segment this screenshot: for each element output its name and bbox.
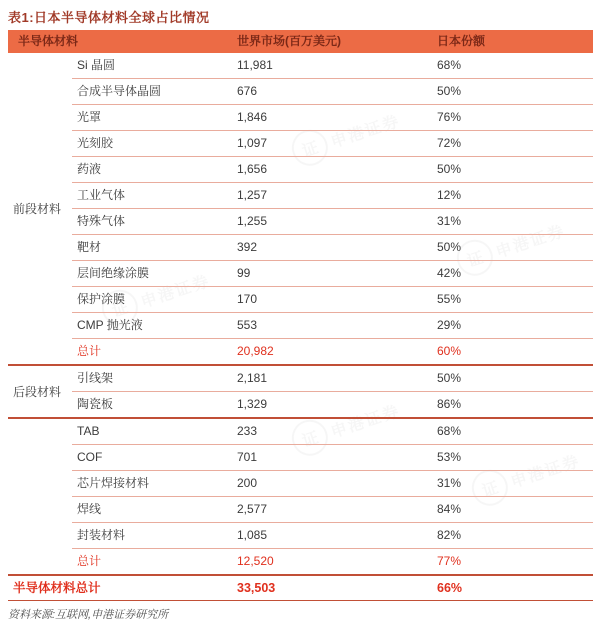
market-value: 170 <box>237 292 258 306</box>
watermark: 证 申港证券 <box>97 262 215 331</box>
material-name: COF <box>77 450 103 464</box>
table-row <box>72 209 593 235</box>
table-row <box>72 497 593 523</box>
material-name: 封装材料 <box>77 528 126 542</box>
japan-share: 86% <box>437 397 462 411</box>
header-japan-share: 日本份额 <box>437 34 486 48</box>
table-row <box>72 392 593 417</box>
watermark-seal-icon: 证 <box>287 415 332 460</box>
japan-share: 31% <box>437 476 462 490</box>
material-name: 合成半导体晶圆 <box>77 84 162 98</box>
material-name: 工业气体 <box>77 188 126 202</box>
watermark: 证 申港证券 <box>452 212 570 281</box>
market-value: 392 <box>237 240 258 254</box>
total-label: 总计 <box>77 344 102 358</box>
table-row <box>72 157 593 183</box>
grand-total-label: 半导体材料总计 <box>13 581 101 595</box>
material-name: 光刻胶 <box>77 136 114 150</box>
japan-share: 82% <box>437 528 462 542</box>
table-title: 表1:日本半导体材料全球占比情况 <box>8 10 210 25</box>
japan-share: 84% <box>437 502 462 516</box>
market-value: 1,846 <box>237 110 268 124</box>
grand-total-market-value: 33,503 <box>237 581 276 595</box>
table-row <box>72 79 593 105</box>
japan-share: 72% <box>437 136 462 150</box>
material-name: 层间绝缘涂膜 <box>77 266 150 280</box>
market-value: 233 <box>237 424 258 438</box>
section-total-row <box>72 549 593 574</box>
table-row <box>72 445 593 471</box>
japan-share: 55% <box>437 292 462 306</box>
watermark-seal-icon: 证 <box>452 235 497 280</box>
japan-share: 76% <box>437 110 462 124</box>
total-market-value: 20,982 <box>237 344 274 358</box>
section-packaging <box>8 419 593 576</box>
table-row <box>72 471 593 497</box>
source-note: 资料来源:互联网,申港证券研究所 <box>8 609 169 621</box>
watermark-seal-icon: 证 <box>287 125 332 170</box>
material-name: CMP 抛光液 <box>77 318 143 332</box>
section-packaging-rows <box>72 419 593 574</box>
japan-share: 68% <box>437 58 462 72</box>
section-back-end-rows <box>72 366 593 417</box>
table-row <box>72 419 593 445</box>
japan-share: 50% <box>437 371 462 385</box>
material-name: 芯片焊接材料 <box>77 476 150 490</box>
table-row <box>72 287 593 313</box>
table-row <box>72 523 593 549</box>
grand-total-japan-share: 66% <box>437 581 463 595</box>
watermark: 证 申港证券 <box>287 392 405 461</box>
table-row <box>72 235 593 261</box>
japan-share: 29% <box>437 318 462 332</box>
total-market-value: 12,520 <box>237 554 274 568</box>
material-name: 保护涂膜 <box>77 292 126 306</box>
market-value: 1,257 <box>237 188 268 202</box>
table-row <box>72 131 593 157</box>
watermark-seal-icon: 证 <box>467 465 512 510</box>
japan-share: 12% <box>437 188 462 202</box>
table-row <box>72 261 593 287</box>
japan-share: 50% <box>437 162 462 176</box>
market-value: 1,329 <box>237 397 268 411</box>
material-name: 陶瓷板 <box>77 397 114 411</box>
table-row <box>72 313 593 339</box>
market-value: 1,085 <box>237 528 268 542</box>
japan-share: 31% <box>437 214 462 228</box>
market-value: 99 <box>237 266 251 280</box>
japan-share: 42% <box>437 266 462 280</box>
table-header-row <box>8 30 593 53</box>
market-value: 676 <box>237 84 258 98</box>
section-back-end <box>8 366 593 419</box>
market-value: 553 <box>237 318 258 332</box>
total-japan-share: 60% <box>437 344 462 358</box>
material-name: 光罩 <box>77 110 102 124</box>
table-row <box>72 366 593 392</box>
header-world-market: 世界市场(百万美元) <box>237 34 341 48</box>
section-front-end-rows <box>72 53 593 364</box>
japan-share: 53% <box>437 450 462 464</box>
market-value: 701 <box>237 450 258 464</box>
group-label-back-end: 后段材料 <box>13 385 62 399</box>
section-front-end <box>8 53 593 366</box>
market-value: 2,181 <box>237 371 268 385</box>
japan-share: 50% <box>437 84 462 98</box>
material-name: 焊线 <box>77 502 102 516</box>
header-material: 半导体材料 <box>18 34 79 48</box>
market-value: 1,656 <box>237 162 268 176</box>
material-name: 引线架 <box>77 371 114 385</box>
table-row <box>72 105 593 131</box>
market-value: 1,097 <box>237 136 268 150</box>
market-value: 200 <box>237 476 258 490</box>
total-label: 总计 <box>77 554 102 568</box>
market-value: 11,981 <box>237 58 273 72</box>
material-name: 靶材 <box>77 240 102 254</box>
japan-share: 68% <box>437 424 462 438</box>
material-name: Si 晶圆 <box>77 58 116 72</box>
material-name: 特殊气体 <box>77 214 126 228</box>
material-name: TAB <box>77 424 100 438</box>
watermark: 证 申港证券 <box>287 102 405 171</box>
total-japan-share: 77% <box>437 554 462 568</box>
material-name: 药液 <box>77 162 102 176</box>
market-value: 1,255 <box>237 214 268 228</box>
grand-total-row <box>8 576 593 601</box>
japan-share: 50% <box>437 240 462 254</box>
watermark-seal-icon: 证 <box>97 285 142 330</box>
watermark: 证 申港证券 <box>467 442 585 511</box>
section-total-row <box>72 339 593 364</box>
table-row <box>72 53 593 79</box>
market-value: 2,577 <box>237 502 268 516</box>
table-row <box>72 183 593 209</box>
group-label-empty <box>8 419 72 574</box>
group-label-front-end: 前段材料 <box>13 202 62 216</box>
